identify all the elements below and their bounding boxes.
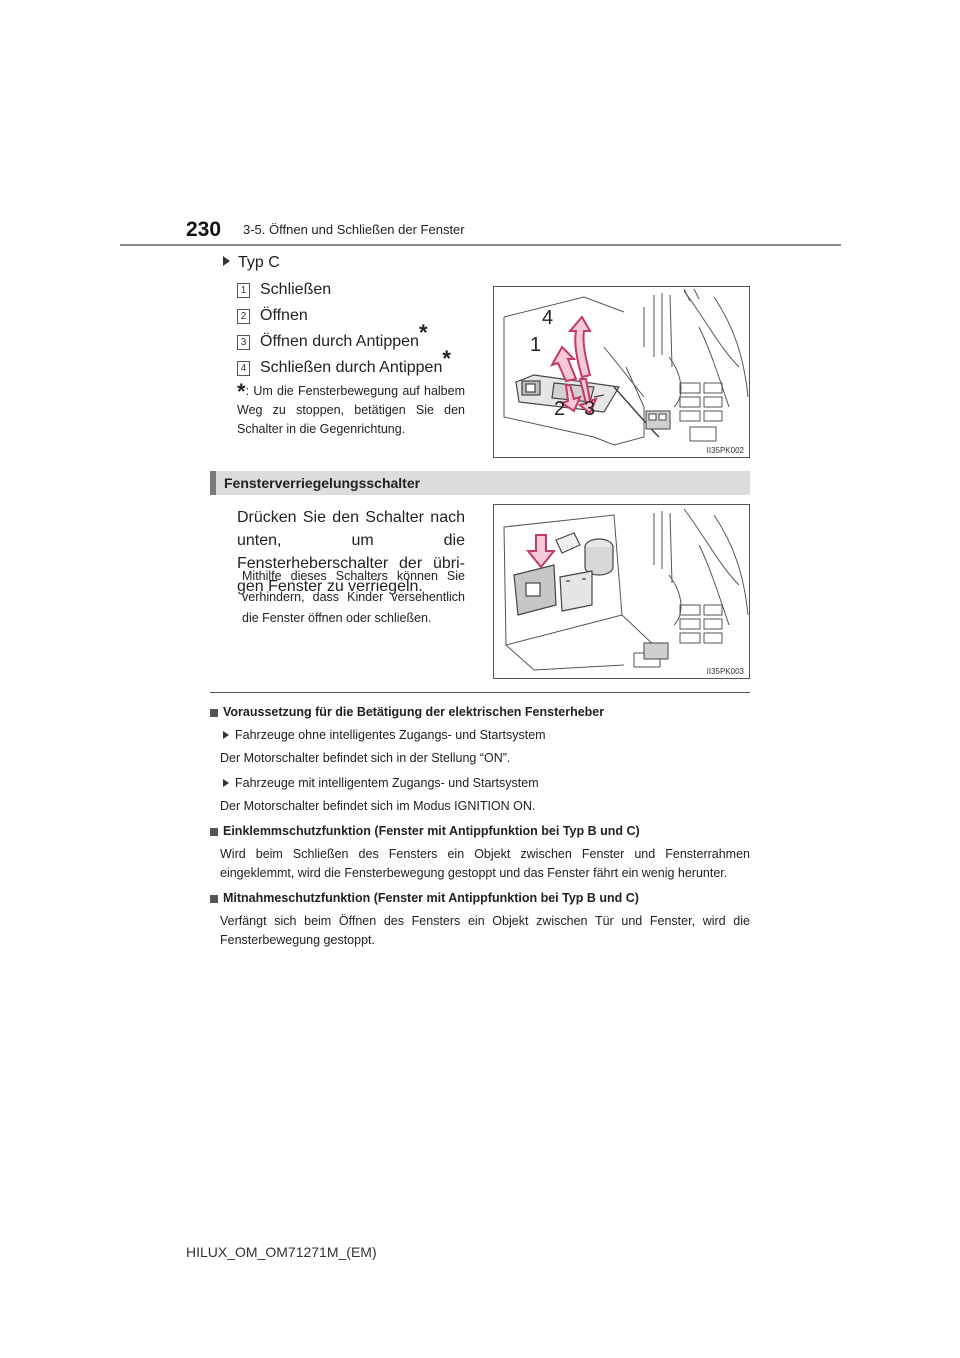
number-box: 1	[237, 283, 250, 298]
footnote-text: : Um die Fensterbewegung auf halbem Weg zu stoppen, betätigen Sie den Schalter in die Gegenrichtung.	[237, 384, 465, 436]
lock-switch-illustration	[494, 505, 749, 678]
figure-code: II35PK003	[706, 667, 744, 676]
triangle-bullet-icon	[223, 256, 230, 266]
note-text: Der Motorschalter befindet sich im Modus IGNITION ON.	[220, 799, 536, 813]
note-text: Wird beim Schließen des Fensters ein Objekt zwischen Fenster und Fensterrahmen eingeklemmt, wird die Fensterbewegung gestoppt und das Fenster fährt ein wenig herunter.	[220, 847, 750, 880]
notes-section	[210, 703, 750, 956]
list-item	[237, 281, 331, 299]
section-heading	[210, 471, 750, 495]
note-text: Der Motorschalter befindet sich in der Stellung “ON”.	[220, 751, 511, 765]
number-box: 2	[237, 309, 250, 324]
note-title: Einklemmschutzfunktion (Fenster mit Antippfunktion bei Typ B und C)	[210, 822, 750, 841]
note-subtitle: Fahrzeuge mit intelligentem Zugangs- und Startsystem	[210, 774, 750, 793]
footnote	[237, 379, 465, 439]
list-item-text: Öffnen	[260, 307, 308, 324]
callout-1: 1	[530, 334, 542, 356]
figure-code: II35PK002	[706, 446, 744, 455]
lock-switch-instruction: Drücken Sie den Schalter nach unten, um die Fensterheberschalter der übrigen Fenster zu verriegeln.	[237, 509, 465, 595]
note-subtitle: Fahrzeuge ohne intelligentes Zugangs- und Startsystem	[210, 726, 750, 745]
list-item-text: Öffnen durch Antippen	[260, 333, 419, 350]
number-box: 4	[237, 361, 250, 376]
section-title: 3-5. Öffnen und Schließen der Fenster	[243, 222, 465, 237]
square-bullet-icon	[210, 709, 218, 717]
square-bullet-icon	[210, 828, 218, 836]
notes-divider	[210, 692, 750, 693]
note-title: Mitnahmeschutzfunktion (Fenster mit Antippfunktion bei Typ B und C)	[210, 889, 750, 908]
list-item: 3 Öffnen durch Antippen *	[237, 333, 428, 351]
document-code: HILUX_OM_OM71271M_(EM)	[186, 1244, 377, 1260]
header-rule	[120, 244, 841, 246]
window-switch-figure	[493, 286, 750, 458]
list-item: 4 Schließen durch Antippen *	[237, 359, 451, 377]
callout-4: 4	[542, 307, 554, 329]
type-label: Typ C	[223, 254, 280, 272]
square-bullet-icon	[210, 895, 218, 903]
lock-switch-note: Mithilfe dieses Schalters können Sie verhindern, dass Kinder versehentlich die Fenster öffnen oder schließen.	[242, 569, 465, 625]
list-item	[237, 307, 308, 325]
triangle-bullet-icon	[223, 779, 229, 787]
footnote-star: *	[237, 379, 246, 404]
note-text: Verfängt sich beim Öffnen des Fensters ein Objekt zwischen Tür und Fenster, wird die Fensterbewegung gestoppt.	[220, 914, 750, 947]
page-number: 230	[186, 218, 222, 241]
section-heading-text: Fensterverriegelungsschalter	[224, 475, 421, 491]
list-item-text: Schließen	[260, 281, 332, 298]
callout-3: 3	[584, 398, 596, 420]
list-item-text: Schließen durch Antippen	[260, 359, 443, 376]
callout-2: 2	[554, 398, 566, 420]
heading-accent	[210, 471, 216, 495]
note-title: Voraussetzung für die Betätigung der elektrischen Fensterheber	[210, 703, 750, 722]
lock-switch-figure	[493, 504, 750, 679]
triangle-bullet-icon	[223, 731, 229, 739]
window-switch-illustration	[494, 287, 749, 457]
number-box: 3	[237, 335, 250, 350]
